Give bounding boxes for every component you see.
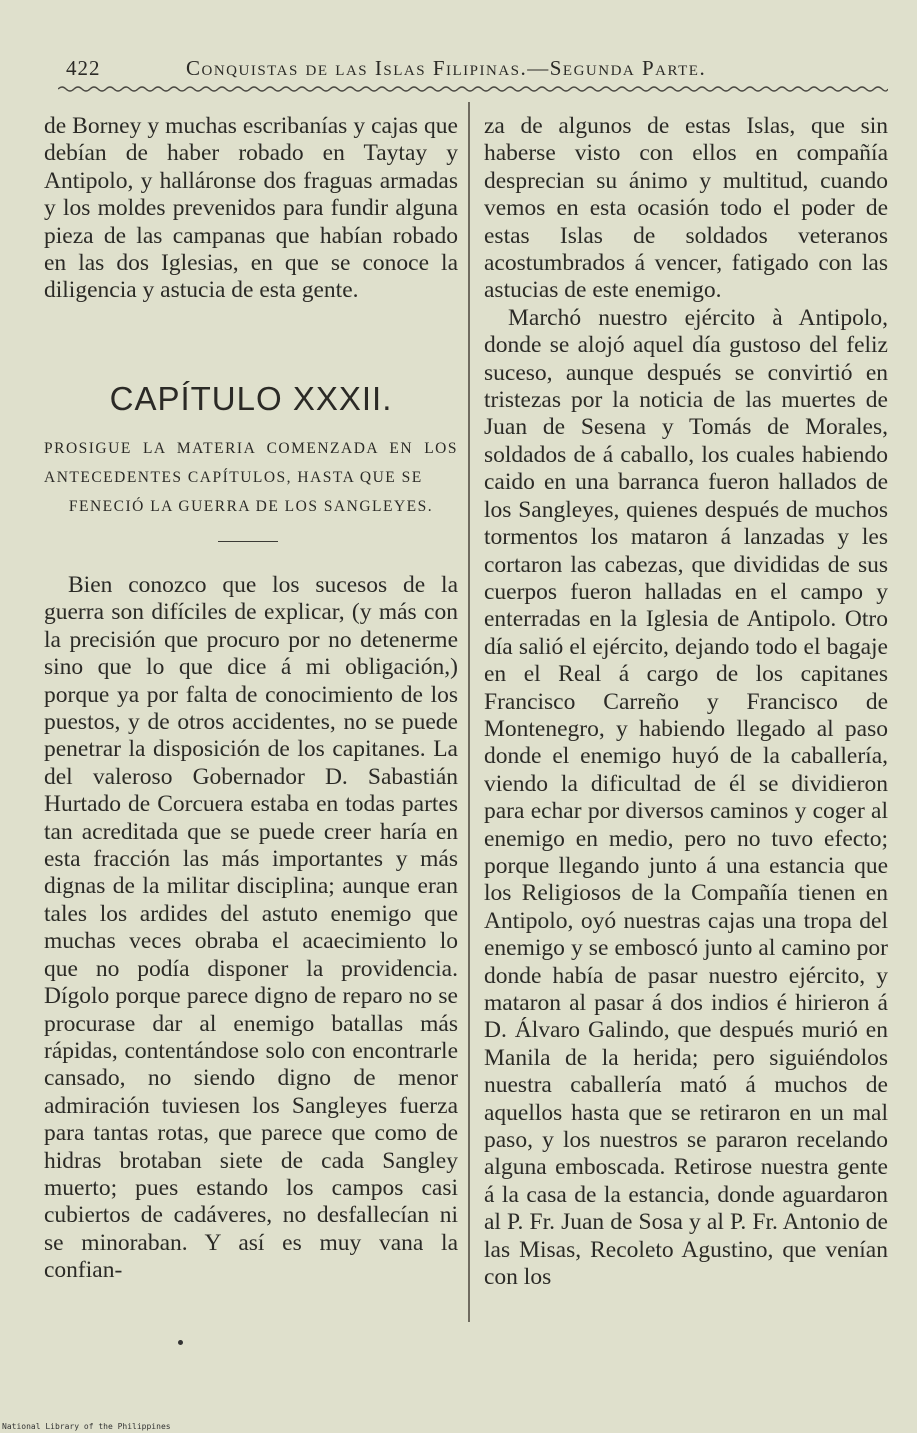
running-header [60, 52, 880, 86]
chapter-subtitle [44, 434, 458, 521]
right-paragraph-1: za de algunos de estas Islas, que sin haberse visto con ellos en compañía desprecian su ánimo y multitud, cuando vemos en esta ocasión todo el poder de estas Islas de soldados veteranos acostumbrados á vencer, fatigado con las astucias de este enemigo. [484, 113, 888, 304]
chapter-subtitle-last-line: FENECIÓ LA GUERRA DE LOS SANGLEYES. [68, 498, 434, 515]
ink-spot [178, 1340, 183, 1345]
chapter-rule [218, 541, 278, 542]
right-paragraph-2: Marchó nuestro ejército à Antipolo, donde se alojó aquel día gustoso del feliz suceso, aunque después se convirtió en tristezas por la noticia de las muertes de Juan de Sesena y Tomás de Morales, soldados de á caballo, los cuales habiendo caido en una barranca fueron hallados de los Sangleyes, quienes después de muchos tormentos los mataron á lanzadas y les cortaron las cabezas, que divididas de sus cuerpos fueron halladas en el campo y enterradas en la Iglesia de Antipolo. Otro día salió el ejército, dejando todo el bagaje en el Real á cargo de los capitanes Francisco Carreño y Francisco de Montenegro, y habiendo llegado al paso donde el enemigo huyó de la caballería, viendo la dificultad de él se dividieron para echar por diversos caminos y coger al enemigo en medio, pero no tuvo efecto; porque llegando junto á una estancia que los Religiosos de la Compañía tienen en Antipolo, oyó nuestras cajas una tropa del enemigo y se emboscó junto al camino por donde había de pasar nuestro ejército, y mataron al pasar á dos indios é hirieron á D. Álvaro Galindo, que después murió en Manila de la herida; pero siguiéndolos nuestra caballería mató á muchos de aquellos hasta que se retiraron en un mal paso, y los nuestros se pararon recelando alguna emboscada. Retirose nuestra gente á la casa de la estancia, donde aguardaron al P. Fr. Juan de Sosa y al P. Fr. Antonio de las Misas, Recoleto Agustino, que venían con los [484, 304, 888, 1291]
body-paragraph: Bien conozco que los sucesos de la guerra son difíciles de explicar, (y más con la precisión que procuro por no detenerme sino que lo que dice á mi obligación,) porque ya por falta de conocimiento de los puestos, y de otros accidentes, no se puede penetrar la disposición de los capitanes. La del valeroso Gobernador D. Sabastián Hurtado de Corcuera estaba en todas partes tan acreditada que se puede creer haría en esta fracción las más importantes y más dignas de la militar disciplina; aunque eran tales los ardides del astuto enemigo que muchas veces obraba el acaecimiento lo que no podía disponer la providencia. Dígolo porque parece digno de reparo no se procurase dar al enemigo batallas más rápidas, contentándose solo con encontrarle cansado, no siendo digno de menor admiración tuviesen los Sangleyes fuerza para tantas rotas, que parece que como de hidras brotaban siete de cada Sangley muerto; pues estando los campos casi cubiertos de cadáveres, no desfallecían ni se minoraban. Y así es muy vana la confian- [44, 572, 458, 1284]
chapter-subtitle-text: PROSIGUE LA MATERIA COMENZADA EN LOS ANTECEDENTES CAPÍTULOS, HASTA QUE SE [44, 440, 458, 486]
library-credit: National Library of the Philippines [2, 1422, 171, 1431]
right-column [484, 113, 888, 1291]
running-title: Conquistas de las Islas Filipinas.—Segunda Parte. [186, 56, 707, 80]
intro-paragraph: de Borney y muchas escribanías y cajas que debían de haber robado en Taytay y Antipolo, y halláronse dos fraguas armadas y los moldes prevenidos para fundir alguna pieza de las campanas que habían robado en las dos Iglesias, en que se conoce la diligencia y astucia de esta gente. [44, 113, 458, 304]
chapter-title: CAPÍTULO XXXII. [109, 380, 393, 417]
page-number: 422 [66, 56, 101, 80]
column-divider [468, 102, 470, 1322]
header-wavy-rule [58, 84, 888, 94]
left-column-body [44, 572, 458, 1285]
left-column-intro [44, 113, 458, 305]
